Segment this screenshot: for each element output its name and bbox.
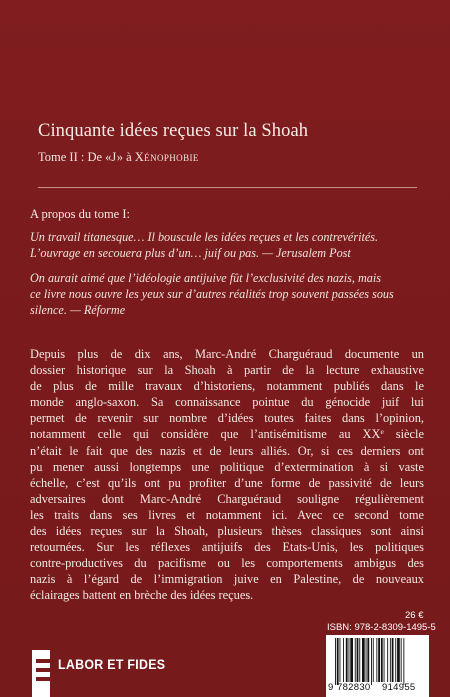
publisher-name: LABOR ET FIDES	[58, 657, 166, 672]
barcode-bar	[335, 638, 336, 685]
description-line: des idées reçues sur la Shoah, plusieurs thèses classiques sont ainsi	[30, 524, 424, 539]
quote-line: On aurait aimé que l’idéologie antijuive fût l’exclusivité des nazis, mais	[30, 271, 382, 285]
subtitle-prefix: Tome II : De «	[38, 150, 112, 164]
description-line: les traits dans ses livres et notamment ici. Avec ce second tome	[30, 507, 424, 522]
description-line: n’était le fait que des nazis et de leurs alliés. Or, si ces derniers ont	[30, 443, 424, 458]
barcode-bar	[349, 638, 350, 682]
barcode-bar	[367, 638, 369, 682]
barcode-bar	[378, 638, 380, 682]
description-line: pu mener aussi longtemps une politique d’extermination à si vaste	[30, 459, 424, 474]
quote-line-text: silence.	[30, 303, 67, 317]
quote-source: — Réforme	[69, 303, 126, 317]
barcode-bar	[359, 638, 360, 682]
description-line: dossier historique sur la Shoah à partir de la lecture exhaustive	[30, 363, 424, 378]
publisher-logo-icon	[32, 650, 50, 697]
description-line: permet de revenir sur nombre d’idées toutes faites dans l’opinion,	[30, 411, 424, 426]
barcode-bar	[395, 638, 396, 682]
barcode-bar	[337, 638, 339, 685]
barcode-bar	[362, 638, 365, 682]
barcode-bar	[355, 638, 356, 682]
barcode-bar	[350, 638, 353, 682]
isbn: ISBN: 978-2-8309-1495-5	[327, 622, 436, 633]
barcode-first-digit: 9	[328, 682, 334, 693]
barcode-bar	[384, 638, 385, 682]
book-title: Cinquante idées reçues sur la Shoah	[38, 121, 309, 141]
barcode-bars	[326, 635, 429, 685]
quote-line	[30, 245, 425, 261]
century-line-start: notamment celle qui considère que l’antisémitisme au XX	[30, 427, 381, 442]
subtitle-middle: » à	[116, 150, 132, 164]
barcode-bar	[376, 638, 377, 682]
barcode	[326, 635, 429, 697]
barcode-bar	[373, 638, 374, 682]
subtitle-end: Xénophobie	[134, 150, 199, 164]
barcode-bar	[392, 638, 394, 682]
book-subtitle	[38, 150, 418, 165]
barcode-bar	[371, 638, 372, 685]
description-line: Depuis plus de dix ans, Marc-André Charguéraud documente un	[30, 347, 424, 361]
description-line: adversaires dont Marc-André Charguéraud souligne régulièrement	[30, 491, 424, 506]
description-line: éclairages battent en brèche des idées reçues.	[30, 588, 254, 603]
quote-line	[30, 302, 425, 318]
description-line: échelle, c’est qu’ils ont pu profiter d’une forme de passivité de leurs	[30, 475, 424, 490]
barcode-bar	[403, 638, 404, 685]
barcode-bar	[357, 638, 359, 682]
quote-jerusalem-post	[30, 229, 425, 261]
barcode-bar	[340, 638, 341, 682]
about-heading: A propos du tome I:	[30, 207, 130, 221]
description-line: contre-productives du pacifisme ou les comportements ambigus des	[30, 556, 424, 571]
barcode-digits	[326, 682, 429, 696]
barcode-bar	[387, 638, 388, 682]
title-divider	[38, 187, 417, 188]
century-superscript: e	[380, 427, 384, 437]
barcode-bar	[401, 638, 402, 682]
description-line: monde anglo-saxon. Sa connaissance pointue du génocide juif lui	[30, 395, 424, 410]
quote-line-text: L’ouvrage en secouera plus d’un… juif ou pas.	[30, 246, 260, 260]
description-line: nazis à l’égard de l’immigration juive en Palestine, de nouveaux	[30, 572, 424, 587]
description-line: retournées. Sur les réflexes antijuifs des Etats-Unis, les politiques	[30, 540, 424, 555]
century-line-end: siècle	[383, 427, 425, 442]
barcode-bar	[397, 638, 400, 682]
barcode-bar	[381, 638, 383, 682]
quote-source: — Jerusalem Post	[262, 246, 351, 260]
barcode-bar	[346, 638, 348, 682]
quote-reforme	[30, 270, 425, 318]
price: 26 €	[405, 610, 424, 621]
description-line: de plus de mille travaux d’historiens, notamment publiés dans le	[30, 379, 424, 394]
book-description	[30, 346, 424, 604]
description-line	[30, 426, 424, 442]
barcode-left-group: 782830	[337, 682, 371, 693]
subtitle-letter-j: J	[111, 150, 117, 164]
quote-line: Un travail titanesque… Il bouscule les idées reçues et les contrevérités.	[30, 230, 379, 244]
barcode-bar	[343, 638, 344, 682]
barcode-bar	[390, 638, 391, 682]
barcode-right-group: 914955	[382, 682, 416, 693]
quote-line: ce livre nous ouvre les yeux sur d’autres réalités trop souvent passées sous	[30, 287, 394, 301]
barcode-bar	[366, 638, 367, 682]
title-block	[38, 121, 418, 165]
